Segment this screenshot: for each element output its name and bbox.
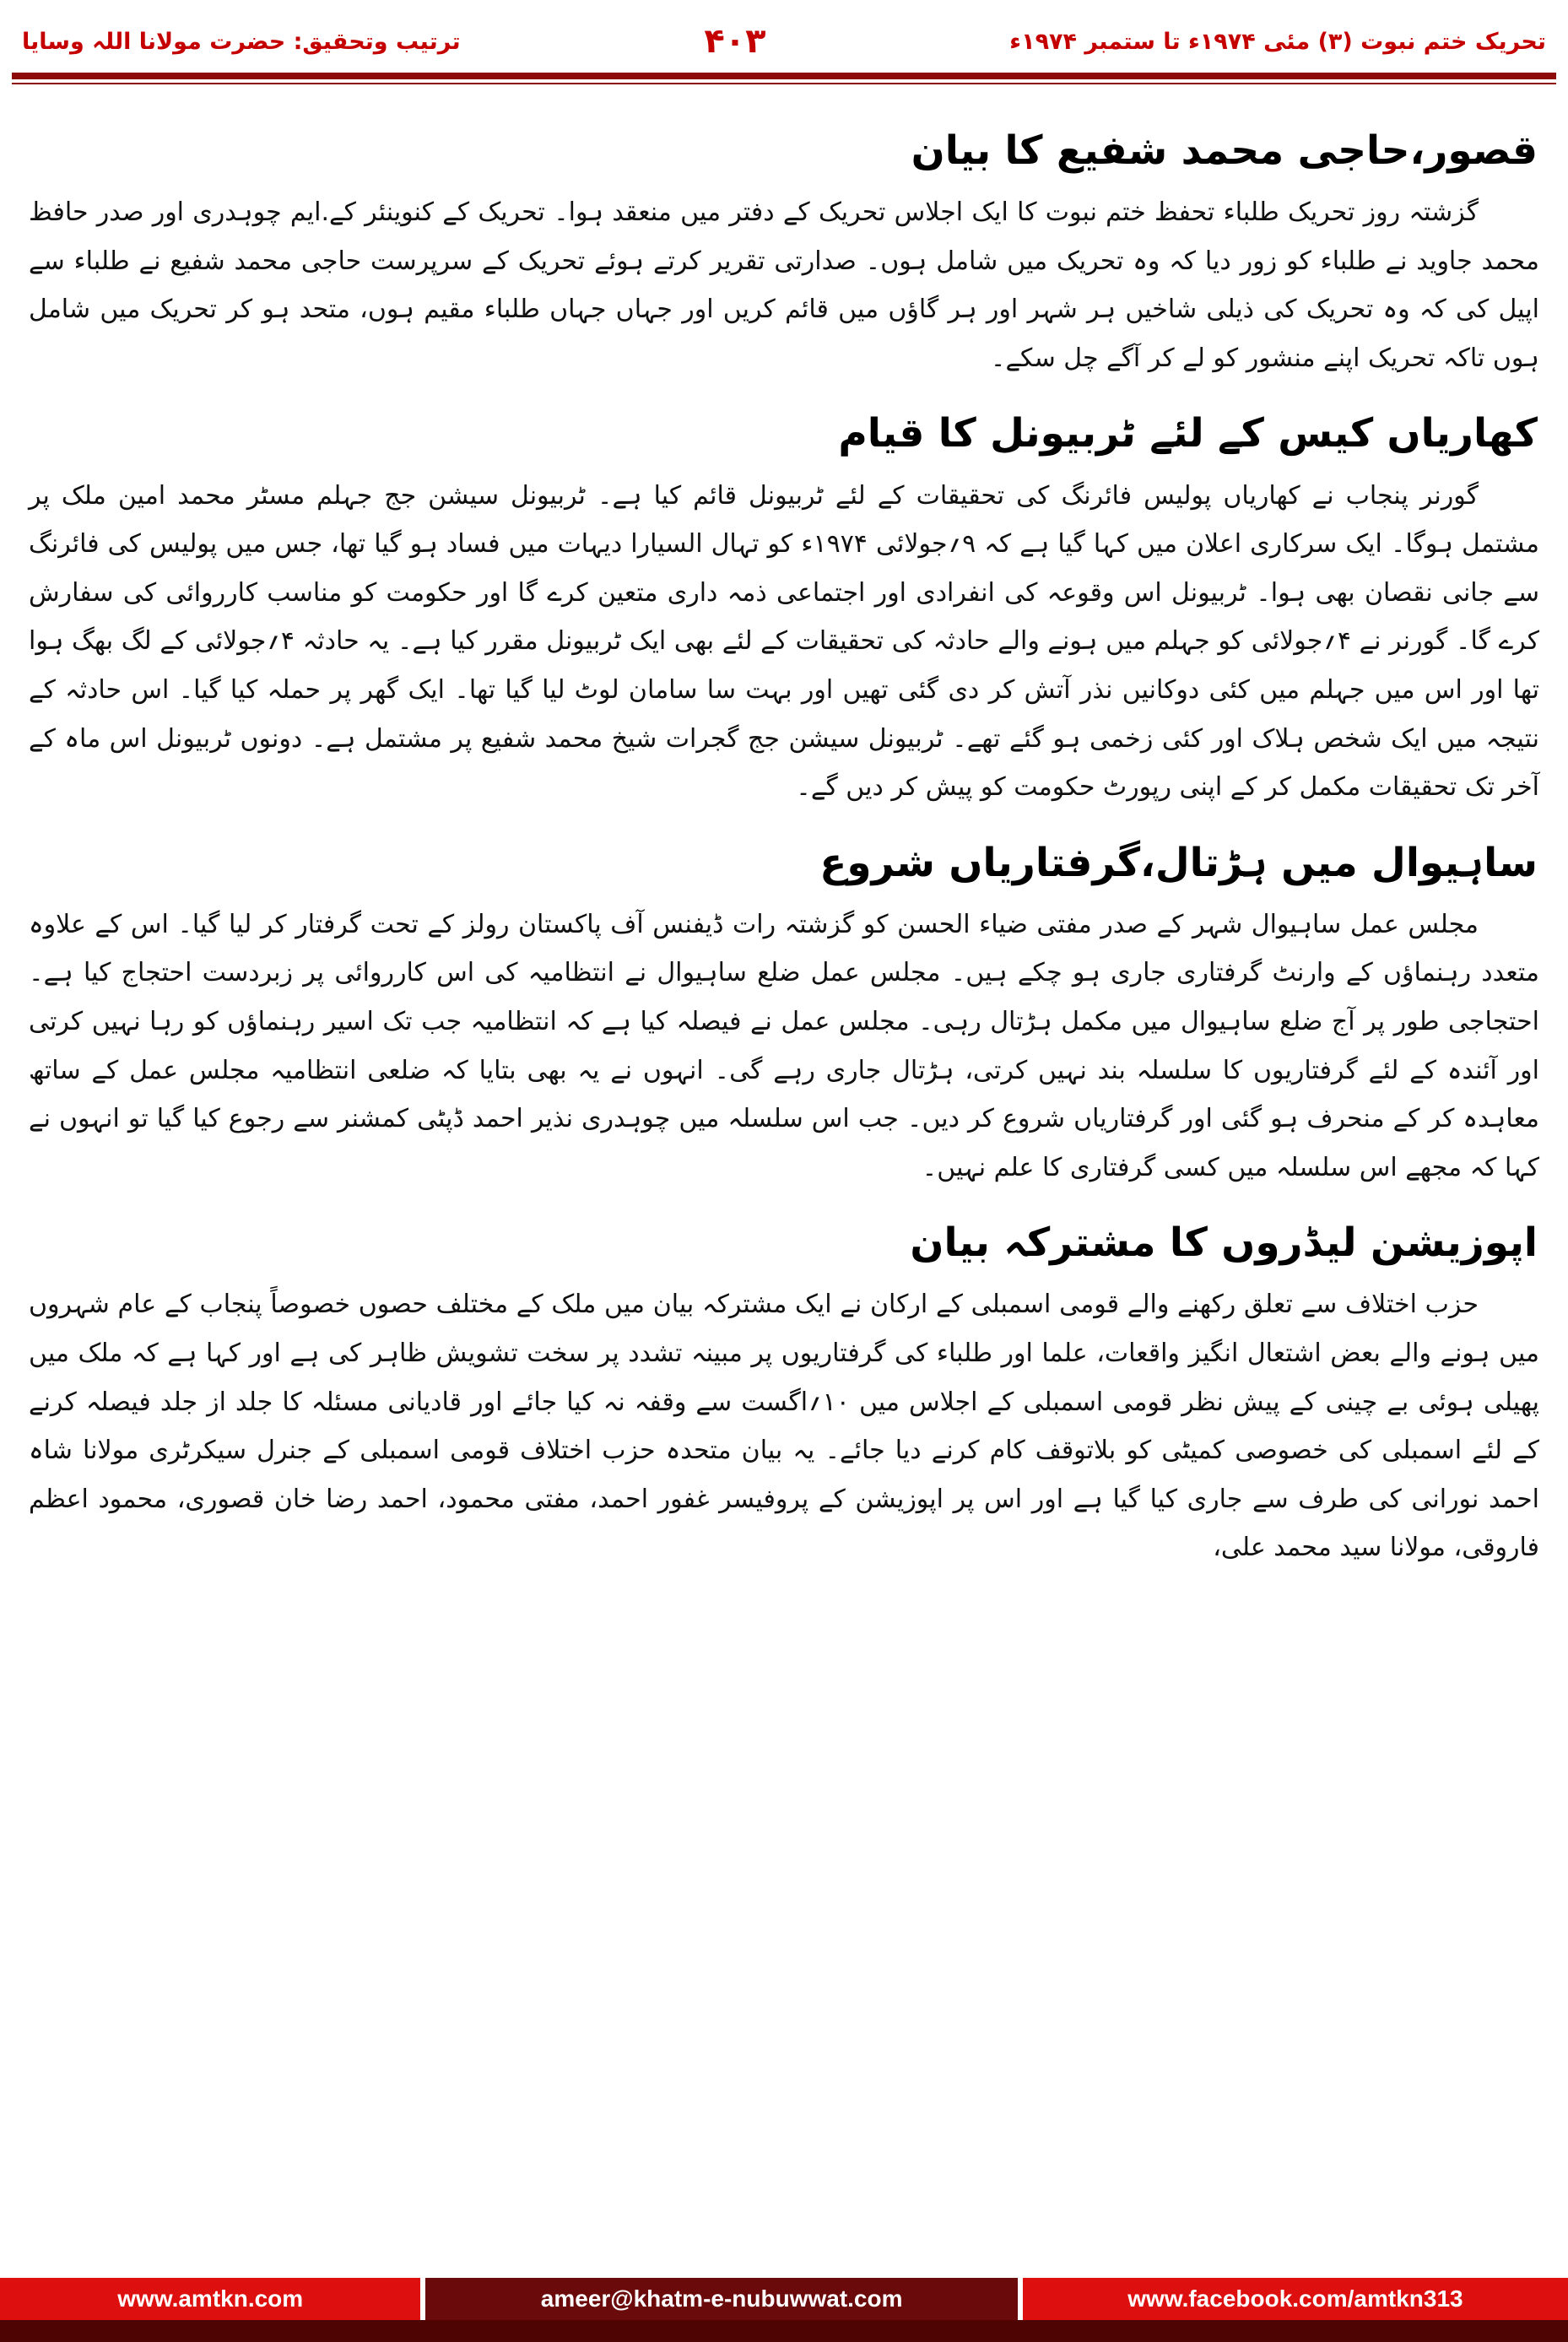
footer-bar: [0, 2278, 1568, 2320]
footer-email: ameer@khatm-e-nubuwwat.com: [425, 2278, 1018, 2320]
page-number: ۴۰۳: [704, 22, 766, 61]
footer-facebook-url: www.facebook.com/amtkn313: [1023, 2278, 1568, 2320]
section-heading: ساہیوال میں ہڑتال،گرفتاریاں شروع: [819, 839, 1538, 886]
section-heading: اپوزیشن لیڈروں کا مشترکہ بیان: [910, 1220, 1538, 1267]
section-heading: کھاریاں کیس کے لئے ٹربیونل کا قیام: [838, 410, 1538, 457]
section-body: گورنر پنجاب نے کھاریاں پولیس فائرنگ کی تحقیقات کے لئے ٹربیونل قائم کیا ہے۔ ٹربیونل سیشن جج جہلم مسٹر محمد امین ملک پر مشتمل ہوگا۔ ایک سرکاری اعلان میں کہا گیا ہے کہ ۹؍جولائی ۱۹۷۴ء کو تہال السیارا دیہات میں فساد ہو گیا تھا، جس میں پولیس کی فائرنگ سے جانی نقصان بھی ہوا۔ ٹربیونل اس وقوعہ کی انفرادی اور اجتماعی ذمہ داری متعین کرے گا اور حکومت کو مناسب کارروائی کی سفارش کرے گا۔ گورنر نے ۴؍جولائی کو جہلم میں ہونے والے حادثہ کی تحقیقات کے لئے بھی ایک ٹربیونل مقرر کیا ہے۔ یہ حادثہ ۴؍جولائی کے لگ بھگ ہوا تھا اور اس میں جہلم میں کئی دوکانیں نذر آتش کر دی گئی تھیں اور بہت سا سامان لوٹ لیا گیا تھا۔ ایک گھر پر حملہ کیا گیا۔ اس حادثہ کے نتیجہ میں ایک شخص ہلاک اور کئی زخمی ہو گئے تھے۔ ٹربیونل سیشن جج گجرات شیخ محمد شفیع پر مشتمل ہے۔ دونوں ٹربیونل اس ماہ کے آخر تک تحقیقات مکمل کر کے اپنی رپورٹ حکومت کو پیش کر دیں گے۔: [29, 480, 1539, 803]
section-heading: قصور،حاجی محمد شفیع کا بیان: [911, 127, 1538, 174]
section-body: گزشتہ روز تحریک طلباء تحفظ ختم نبوت کا ایک اجلاس تحریک کے دفتر میں منعقد ہوا۔ تحریک کے کنوینئر کے.ایم چوہدری اور صدر حافظ محمد جاوید نے طلباء کو زور دیا کہ وہ تحریک میں شامل ہوں۔ صدارتی تقریر کرتے ہوئے تحریک کے سرپرست حاجی محمد شفیع نے طلباء سے اپیل کی کہ وہ تحریک کی ذیلی شاخیں ہر شہر اور ہر گاؤں میں قائم کریں اور جہاں جہاں طلباء مقیم ہوں، متحد ہو کر تحریک میں شامل ہوں تاکہ تحریک اپنے منشور کو لے کر آگے چل سکے۔: [29, 197, 1539, 373]
footer-bottom-strip: [0, 2320, 1568, 2342]
header-rule: [12, 73, 1556, 79]
page-footer: [0, 2278, 1568, 2342]
page-header: [0, 0, 1568, 68]
header-credit: ترتیب وتحقیق: حضرت مولانا اللہ وسایا: [22, 28, 461, 55]
header-title: تحریک ختم نبوت (۳) مئی ۱۹۷۴ء تا ستمبر ۱۹۷۴ء: [1009, 28, 1546, 55]
section-body: حزب اختلاف سے تعلق رکھنے والے قومی اسمبلی کے ارکان نے ایک مشترکہ بیان میں ملک کے مختلف حصوں خصوصاً پنجاب کے عام شہروں میں ہونے والے بعض اشتعال انگیز واقعات، علما اور طلباء کی گرفتاریوں پر مبینہ تشدد پر سخت تشویش ظاہر کی ہے اور کہا ہے کہ ملک میں پھیلی ہوئی بے چینی کے پیش نظر قومی اسمبلی کے اجلاس میں ۱۰؍اگست سے وقفہ نہ کیا جائے اور قادیانی مسئلہ کا جلد از جلد فیصلہ کرنے کے لئے اسمبلی کی خصوصی کمیٹی کو بلاتوقف کام کرنے دیا جائے۔ یہ بیان متحدہ حزب اختلاف قومی اسمبلی کے جنرل سیکرٹری مولانا شاہ احمد نورانی کی طرف سے جاری کیا گیا ہے اور اس پر اپوزیشن کے پروفیسر غفور احمد، مفتی محمود، احمد رضا خان قصوری، محمود اعظم فاروقی، مولانا سید محمد علی،: [29, 1290, 1539, 1563]
section-body: مجلس عمل ساہیوال شہر کے صدر مفتی ضیاء الحسن کو گزشتہ رات ڈیفنس آف پاکستان رولز کے تحت گرفتار کر لیا گیا۔ اس کے علاوہ متعدد رہنماؤں کے وارنٹ گرفتاری جاری ہو چکے ہیں۔ مجلس عمل ضلع ساہیوال نے انتظامیہ کی اس کارروائی پر زبردست احتجاج کیا ہے۔ احتجاجی طور پر آج ضلع ساہیوال میں مکمل ہڑتال رہی۔ مجلس عمل نے فیصلہ کیا ہے کہ انتظامیہ جب تک اسیر رہنماؤں کو رہا نہیں کرتی اور آئندہ کے لئے گرفتاریوں کا سلسلہ بند نہیں کرتی، ہڑتال جاری رہے گی۔ انہوں نے یہ بھی بتایا کہ ضلعی انتظامیہ مجلس عمل کے ساتھ معاہدہ کر کے منحرف ہو گئی اور گرفتاریاں شروع کر دیں۔ جب اس سلسلہ میں چوہدری نذیر احمد ڈپٹی کمشنر سے رجوع کیا گیا تو انہوں نے کہا کہ مجھے اس سلسلہ میں کسی گرفتاری کا علم نہیں۔: [29, 909, 1539, 1182]
footer-website-url: www.amtkn.com: [0, 2278, 420, 2320]
article-content: [0, 84, 1568, 1572]
